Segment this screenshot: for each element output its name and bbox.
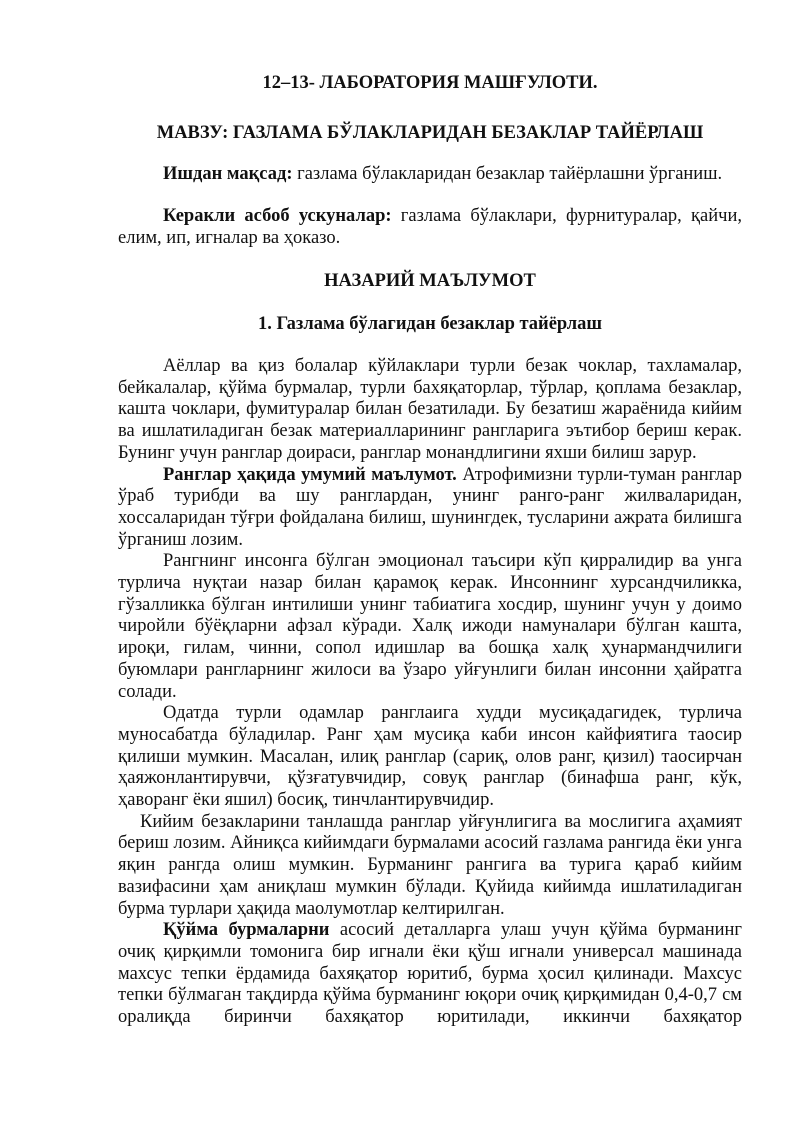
paragraph-clothing-decor <box>118 812 742 921</box>
tools-paragraph <box>118 205 742 249</box>
section-title: НАЗАРИЙ МАЪЛУМОТ <box>324 271 536 291</box>
paragraph-bold-lead: Ранглар ҳақида умумий маълумот. <box>163 464 457 485</box>
tools-label: Керакли асбоб ускуналар: <box>163 206 392 226</box>
paragraph-text: Кийим безакларини танлашда ранглар уйғунлигига ва мослигига аҳамият бериш лозим. Айниқса кийимдаги бурмалами асосий газлама рангида ёки унга яқин рангда олиш мумкин. Бурманинг рангига ва турига қараб кийим вазифасини ҳам аниқлаш мумкин бўлади. Қуйида кийимда ишлатиладиган бурма турлари ҳақида маолумотлар келтирилган. <box>118 811 742 919</box>
lab-heading: 12–13- ЛАБОРАТОРИЯ МАШҒУЛОТИ. <box>262 73 598 93</box>
subsection-title: 1. Газлама бўлагидан безаклар тайёрлаш <box>257 314 602 334</box>
paragraph-ruffles <box>118 920 742 1029</box>
document-page <box>118 72 742 1029</box>
goal-paragraph <box>118 163 742 185</box>
paragraph-text: Аёллар ва қиз болалар кўйлаклари турли безак чоклар, тахламалар, бейкалалар, қўйма бурмалар, турли бахяқаторлар, тўрлар, қоплама безаклар, кашта чоклари, фумитуралар билан безатилади. Бу безатиш жараёнида кийим ва ишлатиладиган безак материалларининг рангларига эътибор бериш керак. Бунинг учун ранглар доираси, ранглар монандлигини яхши билиш зарур. <box>118 356 742 463</box>
paragraph-decorations <box>118 356 742 465</box>
goal-text: газлама бўлакларидан безаклар тайёрлашни ўрганиш. <box>292 164 723 184</box>
paragraph-text: асосий деталларга улаш учун қўйма бурманинг очиқ қирқимли томонига бир игнали ёки қўш игнали универсал машинада махсус тепки ёрдамида бахяқатор юритиб, бурма ҳосил қилинади. Махсус тепки бўлмаган тақдирда қўйма бурманинг юқори очиқ қирқимидан 0,4-0,7 см оралиқда биринчи бахяқатор юритилади, иккинчи бахяқатор <box>118 920 742 1028</box>
paragraph-text: Атрофимизни турли-туман ранглар ўраб турибди ва шу ранглардан, унинг ранго-ранг жилваларидан, хоссаларидан тўғри фойдалана билиш, шунингдек, тусларини ажрата билишга ўрганиш лозим. <box>118 464 742 550</box>
paragraph-text: Одатда турли одамлар ранглаига худди мусиқадагидек, турлича муносабатда бўладилар. Ранг ҳам мусиқа каби инсон кайфиятига таосир қилиши мумкин. Масалан, илиқ ранглар (сариқ, олов ранг, қизил) таосирчан ҳаяжонлантирувчи, қўзғатувчидир, совуқ ранглар (бинафша ранг, кўк, ҳаворанг ёки яшил) босиқ, тинчлантирувчидир. <box>118 703 742 811</box>
paragraph-color-music <box>118 703 742 812</box>
paragraph-bold-lead: Қўйма бурмаларни <box>163 920 330 941</box>
paragraph-text: Рангнинг инсонга бўлган эмоционал таъсири кўп қирралидир ва унга турлича нуқтаи назар билан қарамоқ керак. Инсоннинг хурсандчиликка, гўзалликка бўлган интилиши унинг табиатига хосдир, шунинг учун у доимо чиройли бўёқларни афзал кўради. Халқ ижоди намуналари бўлган кашта, ироқи, гилам, чинни, сопол идишлар ва бошқа халқ ҳунармандчилиги буюмлари рангларнинг жилоси ва ўзаро уйғунлиги билан инсонни ҳайратга солади. <box>118 551 742 702</box>
topic-heading: МАВЗУ: ГАЗЛАМА БЎЛАКЛАРИДАН БЕЗАКЛАР ТАЙЁРЛАШ <box>156 123 704 143</box>
tools-text: газлама бўлаклари, фурнитуралар, қайчи, елим, ип, игналар ва ҳоказо. <box>118 206 742 248</box>
goal-label: Ишдан мақсад: <box>163 164 293 184</box>
paragraph-colors-general <box>118 465 742 552</box>
paragraph-color-emotion <box>118 551 742 703</box>
